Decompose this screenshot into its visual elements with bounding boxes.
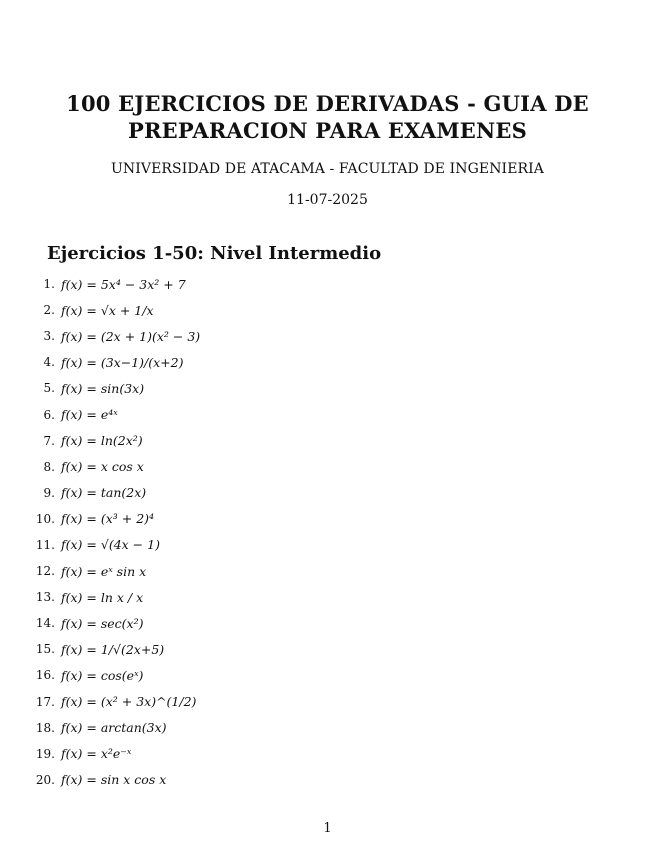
- list-item: [30, 741, 590, 767]
- list-item: [30, 558, 590, 584]
- exercise-number: 14.: [35, 616, 55, 631]
- exercise-expression: f(x) = x cos x: [61, 459, 144, 475]
- list-item: [30, 715, 590, 741]
- document-title: [0, 90, 655, 144]
- exercise-number: 3.: [43, 329, 55, 344]
- exercise-expression: f(x) = sin x cos x: [61, 772, 167, 788]
- exercise-number: 20.: [35, 772, 55, 787]
- list-item: [30, 454, 590, 480]
- exercise-number: 9.: [43, 485, 55, 500]
- list-item: [30, 506, 590, 532]
- list-item: [30, 401, 590, 427]
- exercise-expression: f(x) = sec(x²): [61, 615, 144, 631]
- document-date: 11-07-2025: [287, 192, 368, 208]
- exercise-expression: f(x) = sin(3x): [61, 380, 145, 396]
- exercise-expression: f(x) = (2x + 1)(x² − 3): [61, 328, 201, 344]
- exercise-number: 5.: [43, 381, 55, 396]
- exercise-number: 16.: [35, 668, 55, 683]
- exercise-number: 19.: [35, 746, 55, 761]
- page-number: 1: [323, 821, 332, 836]
- exercise-number: 10.: [35, 511, 55, 526]
- exercise-expression: f(x) = 1/√(2x+5): [61, 641, 165, 657]
- exercise-number: 4.: [43, 355, 55, 370]
- exercise-number: 17.: [35, 694, 55, 709]
- exercise-expression: f(x) = tan(2x): [61, 485, 147, 501]
- list-item: [30, 636, 590, 662]
- exercise-number: 6.: [43, 407, 55, 422]
- exercise-number: 18.: [35, 720, 55, 735]
- exercise-number: 7.: [43, 433, 55, 448]
- exercise-list: [30, 271, 590, 793]
- list-item: [30, 271, 590, 297]
- exercise-expression: f(x) = x²e⁻ˣ: [61, 746, 132, 762]
- exercise-expression: f(x) = eˣ sin x: [61, 563, 147, 579]
- list-item: [30, 532, 590, 558]
- list-item: [30, 767, 590, 793]
- exercise-number: 1.: [43, 277, 55, 292]
- exercise-expression: f(x) = √(4x − 1): [61, 537, 160, 553]
- exercise-number: 11.: [35, 537, 55, 552]
- exercise-expression: f(x) = (x³ + 2)⁴: [61, 511, 155, 527]
- list-item: [30, 662, 590, 688]
- exercise-expression: f(x) = e⁴ˣ: [61, 407, 118, 423]
- list-item: [30, 689, 590, 715]
- list-item: [30, 428, 590, 454]
- list-item: [30, 323, 590, 349]
- exercise-expression: f(x) = cos(eˣ): [61, 667, 144, 683]
- list-item: [30, 610, 590, 636]
- exercise-expression: f(x) = (3x−1)/(x+2): [61, 354, 184, 370]
- exercise-number: 8.: [43, 459, 55, 474]
- exercise-number: 2.: [43, 303, 55, 318]
- exercise-expression: f(x) = ln x / x: [61, 589, 144, 605]
- exercise-number: 13.: [35, 590, 55, 605]
- list-item: [30, 584, 590, 610]
- list-item: [30, 375, 590, 401]
- exercise-expression: f(x) = (x² + 3x)^(1/2): [61, 694, 197, 710]
- list-item: [30, 480, 590, 506]
- exercise-number: 12.: [35, 564, 55, 579]
- exercise-expression: f(x) = arctan(3x): [61, 720, 167, 736]
- title-line-1: 100 EJERCICIOS DE DERIVADAS - GUIA DE: [66, 91, 589, 116]
- list-item: [30, 349, 590, 375]
- section-heading: Ejercicios 1-50: Nivel Intermedio: [47, 243, 382, 264]
- institution-subtitle: UNIVERSIDAD DE ATACAMA - FACULTAD DE INGENIERIA: [111, 161, 544, 177]
- exercise-number: 15.: [35, 642, 55, 657]
- title-line-2: PREPARACION PARA EXAMENES: [128, 118, 527, 143]
- list-item: [30, 297, 590, 323]
- exercise-expression: f(x) = ln(2x²): [61, 433, 143, 449]
- exercise-expression: f(x) = 5x⁴ − 3x² + 7: [61, 276, 186, 292]
- exercise-expression: f(x) = √x + 1/x: [61, 302, 154, 318]
